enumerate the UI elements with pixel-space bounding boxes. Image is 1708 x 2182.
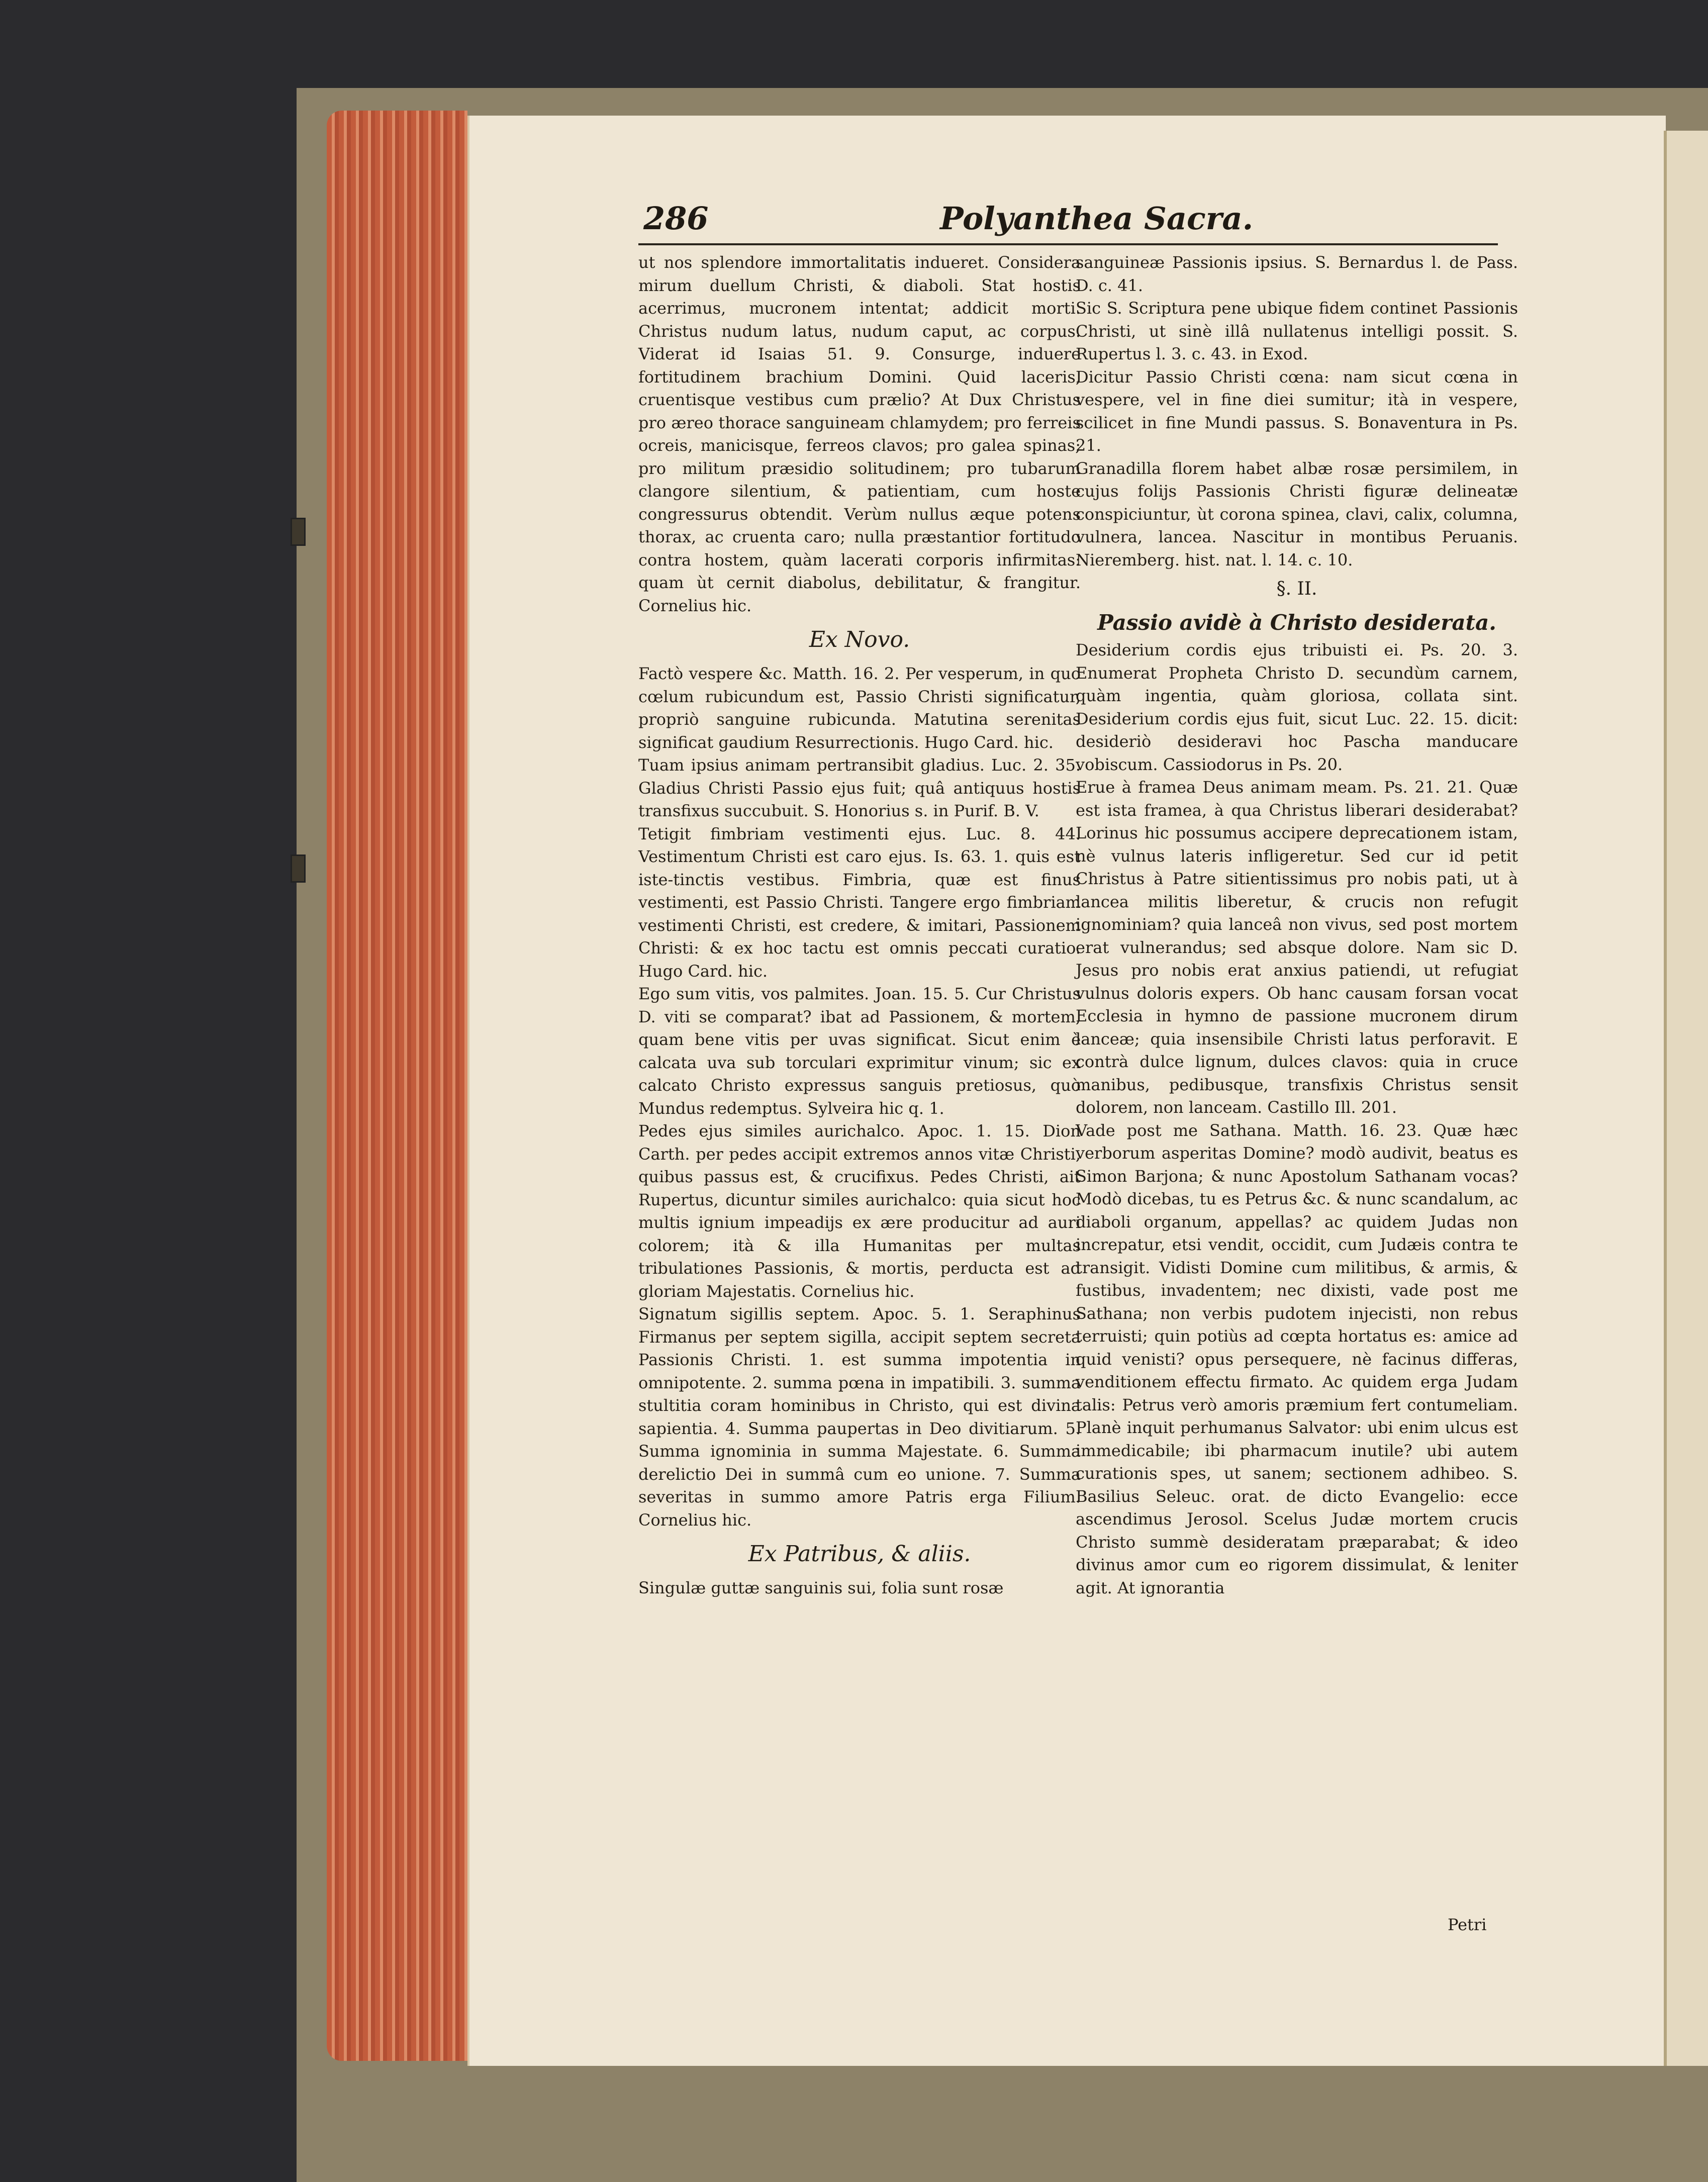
section-heading: Ex Novo.: [809, 627, 910, 652]
paragraph: Signatum sigillis septem. Apoc. 5. 1. Seraphinus Firmanus per septem sigilla, accipit septem secreta Passionis Christi. 1. est summa impotentia in omnipotente. 2. summa pœna in impatibili. 3. summa stultitia coram hominibus in Christo, qui est divina sapientia. 4. Summa paupertas in Deo divitiarum. 5. Summa ignominia in summa Majestate. 6. Summa derelictio Dei in summâ cum eo unione. 7. Summa severitas in summo amore Patris erga Filium. Cornelius hic.: [638, 1304, 1081, 1530]
section-heading: Passio avidè à Christo desiderata.: [1097, 610, 1496, 635]
section-heading: Ex Patribus, & aliis.: [748, 1541, 971, 1567]
paragraph: Singulæ guttæ sanguinis sui, folia sunt rosæ: [638, 1578, 1004, 1597]
page-number: 286: [643, 200, 709, 237]
paragraph: Ego sum vitis, vos palmites. Joan. 15. 5. Cur Christus D. viti se comparat? ibat ad Passionem, & mortem, quam bene vitis per uvas significat. Sicut enim è calcata uva sub torculari exprimitur vinum; sic ex calcato Christo expressus sanguis pretiosus, quò Mundus redemptus. Sylveira hic q. 1.: [638, 984, 1081, 1118]
paragraph: Erue à framea Deus animam meam. Ps. 21. 21. Quæ est ista framea, à qua Christus liberari desiderabat? Lorinus hic possumus accipere deprecationem istam, nè vulnus lateris infligeretur. Sed cur id petit Christus à Patre sitientissimus pro nobis pati, ut à lancea militis liberetur, & crucis non refugit ignominiam? quia lanceâ non vivus, sed post mortem erat vulnerandus; sed absque dolore. Nam sic D. Jesus pro nobis erat anxius patiendi, ut refugiat vulnus doloris expers. Ob hanc causam forsan vocat Ecclesia in hymno de passione mucronem dirum lanceæ; quia insensibile Christi latus perforavit. E contrà dulce lignum, dulces clavos: quia in cruce manibus, pedibusque, transfixis Christus sensit dolorem, non lanceam. Castillo Ill. 201.: [1076, 778, 1518, 1117]
paragraph: Tetigit fimbriam vestimenti ejus. Luc. 8. 44. Vestimentum Christi est caro ejus. Is. 63. 1. quis est iste-tinctis vestibus. Fimbria, quæ est finus vestimenti, est Passio Christi. Tangere ergo fimbriam vestimenti Christi, est credere, & imitari, Passionem Christi: & ex hoc tactu est omnis peccati curatio. Hugo Card. hic.: [638, 824, 1081, 981]
clasp-icon: [291, 855, 306, 883]
paragraph: Factò vespere &c. Matth. 16. 2. Per vesperum, in quo cœlum rubicundum est, Passio Christi significatur, propriò sanguine rubicunda. Matutina serenitas significat gaudium Resurrectionis. Hugo Card. hic.: [638, 664, 1081, 752]
right-column: [1076, 251, 1518, 1910]
paragraph: Tuam ipsius animam pertransibit gladius. Luc. 2. 35. Gladius Christi Passio ejus fuit; quâ antiquus hostis transfixus succubuit. S. Honorius s. in Purif. B. V.: [638, 755, 1081, 820]
clasp-icon: [291, 518, 306, 546]
header-rule: [638, 243, 1498, 245]
paragraph: sanguineæ Passionis ipsius. S. Bernardus l. de Pass. D. c. 41.: [1076, 253, 1518, 295]
section-number: §. II.: [1276, 579, 1317, 599]
paragraph: Granadilla florem habet albæ rosæ persimilem, in cujus folijs Passionis Christi figuræ delineatæ conspiciuntur, ùt corona spinea, clavi, calix, columna, vulnera, lancea. Nascitur in montibus Peruanis. Nieremberg. hist. nat. l. 14. c. 10.: [1076, 458, 1518, 570]
catchword: Petri: [1448, 1915, 1487, 1934]
running-header: [643, 200, 1498, 243]
paragraph: ut nos splendore immortalitatis indueret. Considera mirum duellum Christi, & diaboli. Stat hostis acerrimus, mucronem intentat; addicit morti. Christus nudum latus, nudum caput, ac corpus. Viderat id Isaias 51. 9. Consurge, induere fortitudinem brachium Domini. Quid laceris, cruentisque vestibus cum prælio? At Dux Christus pro æreo thorace sanguineam chlamydem; pro ferreis ocreis, manicisque, ferreos clavos; pro galea spinas; pro militum præsidio solitudinem; pro tubarum clangore silentium, & patientiam, cum hoste congressurus obtendit. Verùm nullus æque potens thorax, ac cruenta caro; nulla præstantior fortitudo contra hostem, quàm lacerati corporis infirmitas: quam ùt cernit diabolus, debilitatur, & frangitur. Cornelius hic.: [638, 253, 1081, 615]
running-title: Polyanthea Sacra.: [940, 200, 1254, 237]
paragraph: Desiderium cordis ejus tribuisti ei. Ps. 20. 3. Enumerat Propheta Christo D. secundùm carnem, quàm ingentia, quàm gloriosa, collata sint. Desiderium cordis ejus fuit, sicut Luc. 22. 15. dicit: desideriò desideravi hoc Pascha manducare vobiscum. Cassiodorus in Ps. 20.: [1076, 640, 1518, 774]
right-page-edge: [1664, 131, 1708, 2066]
page-edges: [327, 111, 467, 2061]
paragraph: Pedes ejus similes aurichalco. Apoc. 1. 15. Dion Carth. per pedes accipit extremos annos vitæ Christi, quibus passus est, & crucifixus. Pedes Christi, ait Rupertus, dicuntur similes aurichalco: quia sicut hoc multis ignium impeadijs ex ære producitur ad auri colorem; ità & illa Humanitas per multas tribulationes Passionis, & mortis, perducta est ad gloriam Majestatis. Cornelius hic.: [638, 1121, 1081, 1301]
paragraph: Sic S. Scriptura pene ubique fidem continet Passionis Christi, ut sinè illâ nullatenus intelligi possit. S. Rupertus l. 3. c. 43. in Exod.: [1076, 299, 1518, 363]
paragraph: Dicitur Passio Christi cœna: nam sicut cœna in vespere, vel in fine diei sumitur; ità in vespere, scilicet in fine Mundi passus. S. Bonaventura in Ps. 21.: [1076, 367, 1518, 455]
left-column: [638, 251, 1081, 1910]
paragraph: Vade post me Sathana. Matth. 16. 23. Quæ hæc verborum asperitas Domine? modò audivit, beatus es Simon Barjona; & nunc Apostolum Sathanam vocas? Modò dicebas, tu es Petrus &c. & nunc scandalum, ac diaboli organum, appellas? ac quidem Judas non increpatur, etsi vendit, occidit, cum Judæis contra te transigit. Vidisti Domine cum militibus, & armis, & fustibus, invadentem; nec dixisti, vade post me Sathana; non verbis pudotem injecisti, non rebus terruisti; quin potiùs ad cœpta hortatus es: amice ad quid venisti? opus persequere, nè facinus differas, venditionem effectu firmato. Ac quidem erga Judam talis: Petrus verò amoris præmium fert contumeliam. Planè inquit perhumanus Salvator: ubi enim ulcus est immedicabile; ibi pharmacum inutile? ubi autem curationis spes, ut sanem; sectionem adhibeo. S. Basilius Seleuc. orat. de dicto Evangelio: ecce ascendimus Jerosol. Scelus Judæ mortem crucis Christo summè desideratam præparabat; & ideo divinus amor cum eo rigorem dissimulat, & leniter agit. At ignorantia: [1076, 1120, 1518, 1597]
